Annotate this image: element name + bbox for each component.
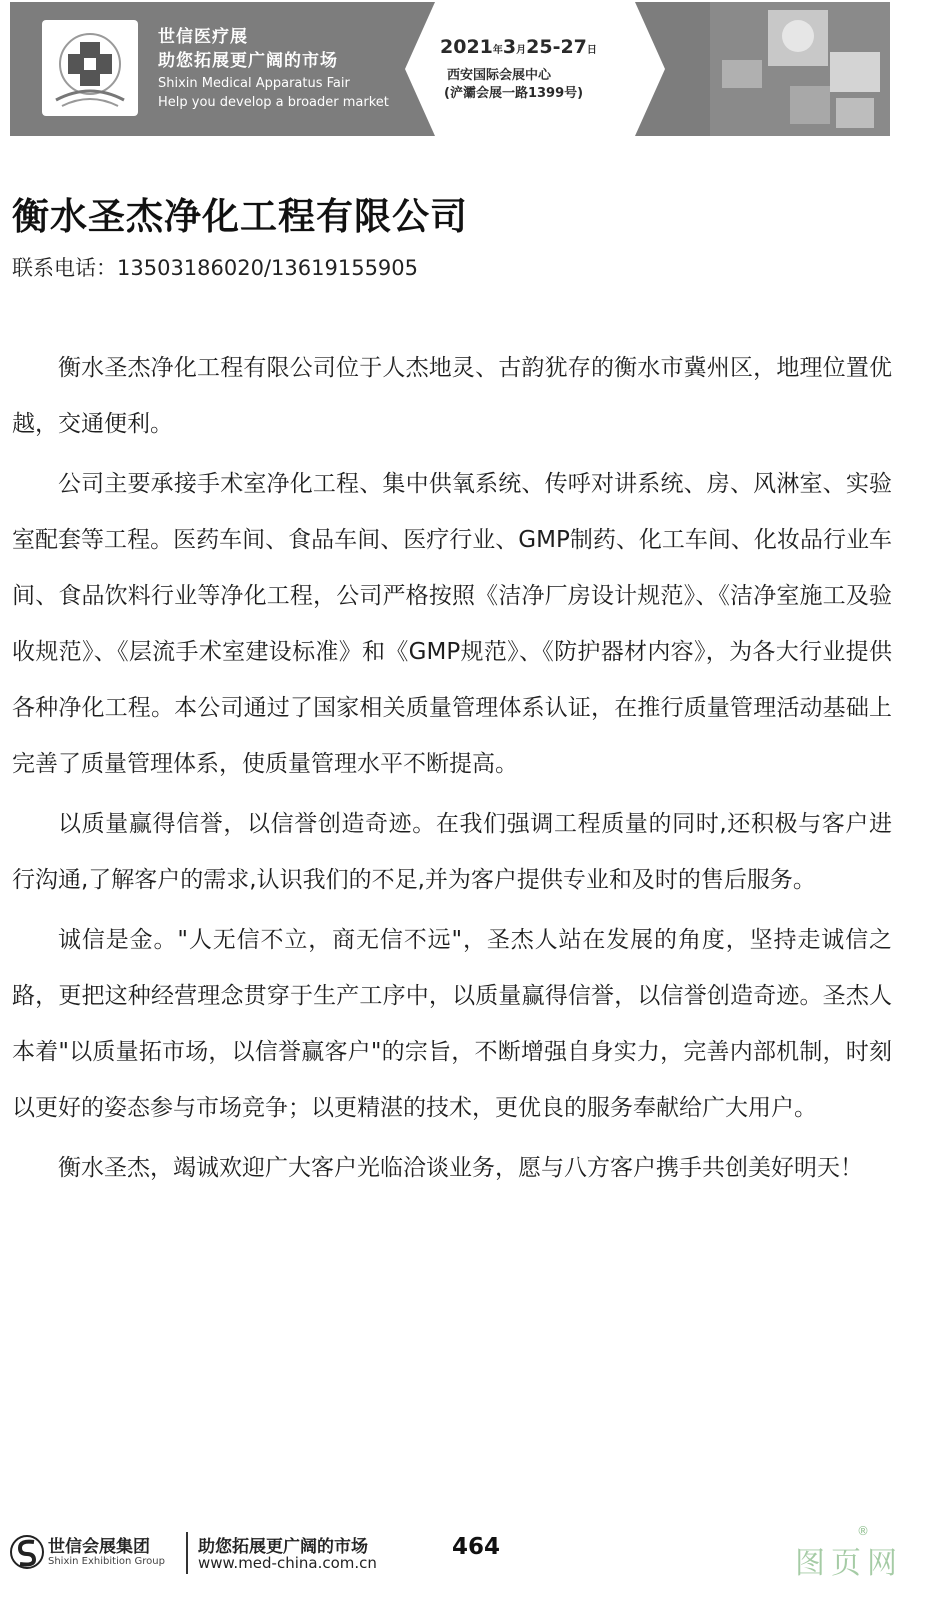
banner-title-en-line2: Help you develop a broader market — [158, 95, 389, 110]
date-day-unit: 日 — [586, 45, 597, 56]
header-banner — [10, 2, 890, 136]
paragraph-quality: 以质量赢得信誉，以信誉创造奇迹。在我们强调工程质量的同时,还积极与客户进行沟通,了解客户的需求,认识我们的不足,并为客户提供专业和及时的售后服务。 — [12, 811, 892, 893]
footer-slogan: 助您拓展更广阔的市场 — [198, 1537, 368, 1557]
banner-title-en-line1: Shixin Medical Apparatus Fair — [158, 76, 350, 91]
banner-title-cn-line1: 世信医疗展 — [158, 27, 248, 47]
medical-cross-logo-icon — [42, 20, 138, 116]
date-year: 2021 — [440, 36, 493, 58]
date-year-unit: 年 — [492, 45, 503, 56]
venue-address: (浐灞会展一路1399号) — [444, 86, 584, 101]
venue-name: 西安国际会展中心 — [447, 68, 552, 83]
shixin-s-logo-icon — [10, 1530, 44, 1574]
date-month-unit: 月 — [516, 45, 527, 56]
footer-divider — [186, 1532, 188, 1574]
footer-website: www.med-china.com.cn — [198, 1554, 377, 1572]
group-name: 世信会展集团 — [48, 1537, 150, 1557]
fair-logo — [42, 20, 138, 116]
medical-equipment-photos — [710, 2, 890, 136]
paragraph-location: 衡水圣杰净化工程有限公司位于人杰地灵、古韵犹存的衡水市冀州区，地理位置优越，交通便利。 — [12, 355, 892, 437]
company-description — [12, 340, 892, 1200]
group-name-en: Shixin Exhibition Group — [48, 1556, 165, 1567]
page-number: 464 — [452, 1534, 501, 1560]
page-footer — [0, 1518, 935, 1600]
watermark-registered-mark: ® — [857, 1524, 869, 1538]
paragraph-welcome: 衡水圣杰，竭诚欢迎广大客户光临洽谈业务，愿与八方客户携手共创美好明天！ — [58, 1155, 863, 1181]
date-days: 25-27 — [526, 36, 587, 58]
contact-phone: 联系电话：13503186020/13619155905 — [12, 256, 419, 280]
banner-title-cn-line2: 助您拓展更广阔的市场 — [158, 51, 338, 71]
paragraph-business: 公司主要承接手术室净化工程、集中供氧系统、传呼对讲系统、房、风淋室、实验室配套等工程。医药车间、食品车间、医疗行业、GMP制药、化工车间、化妆品行业车间、食品饮料行业等净化工程，公司严格按照《洁净厂房设计规范》、《洁净室施工及验收规范》、《层流手术室建设标准》和《GMP规范》、《防护器材内容》，为各大行业提供各种净化工程。本公司通过了国家相关质量管理体系认证，在推行质量管理活动基础上完善了质量管理体系，使质量管理水平不断提高。 — [12, 471, 892, 777]
watermark: 图页网 — [795, 1546, 903, 1581]
company-name: 衡水圣杰净化工程有限公司 — [12, 195, 468, 238]
paragraph-integrity: 诚信是金。"人无信不立，商无信不远"，圣杰人站在发展的角度，坚持走诚信之路，更把这种经营理念贯穿于生产工序中，以质量赢得信誉，以信誉创造奇迹。圣杰人本着"以质量拓市场，以信誉赢客户"的宗旨，不断增强自身实力，完善内部机制，时刻以更好的姿态参与市场竞争；以更精湛的技术，更优良的服务奉献给广大用户。 — [12, 927, 892, 1121]
date-month: 3 — [502, 36, 517, 58]
fair-date — [440, 36, 597, 58]
